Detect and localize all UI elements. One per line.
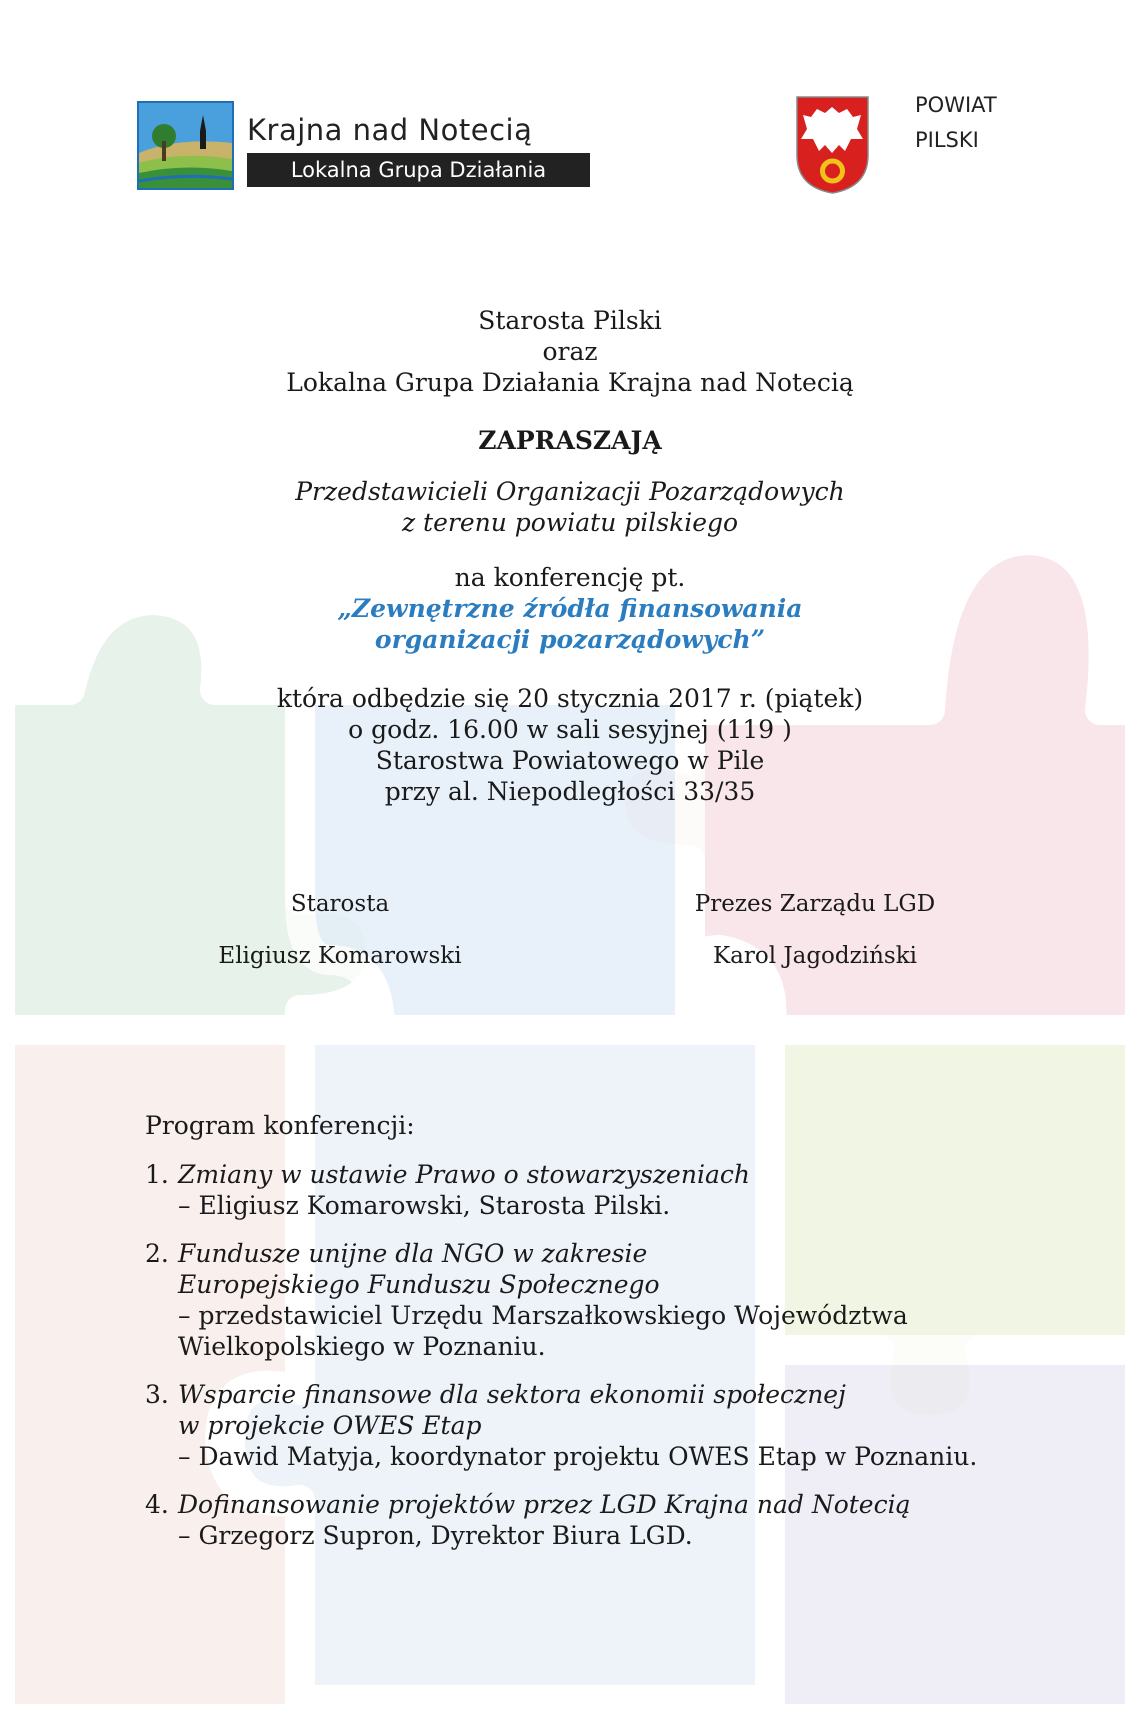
program-item-topic: Zmiany w ustawie Prawo o stowarzyszeniach bbox=[178, 1160, 750, 1189]
details-address: przy al. Niepodległości 33/35 bbox=[384, 777, 756, 806]
program-item-speaker: – Eligiusz Komarowski, Starosta Pilski. bbox=[178, 1191, 671, 1220]
signature-starosta bbox=[180, 889, 500, 993]
program-item-topic: Dofinansowanie projektów przez LGD Krajna nad Notecią bbox=[178, 1490, 911, 1519]
signature-left-name: Eligiusz Komarowski bbox=[218, 943, 462, 969]
program-section bbox=[145, 1110, 1065, 1568]
lgd-subtitle: Lokalna Grupa Działania bbox=[247, 153, 590, 187]
powiat-name: PILSKI bbox=[915, 128, 979, 152]
hosts-block bbox=[120, 305, 1020, 398]
program-item bbox=[145, 1379, 1065, 1472]
details-venue: Starostwa Powiatowego w Pile bbox=[375, 746, 765, 775]
details-date: która odbędzie się 20 stycznia 2017 r. (piątek) bbox=[276, 684, 864, 713]
conjunction: oraz bbox=[542, 337, 598, 366]
invite-verb: ZAPRASZAJĄ bbox=[478, 426, 662, 455]
program-item-topic: Europejskiego Funduszu Społecznego bbox=[178, 1270, 660, 1299]
program-item-speaker: – przedstawiciel Urzędu Marszałkowskiego Województwa bbox=[178, 1301, 908, 1330]
program-item-number: 1. bbox=[145, 1160, 169, 1189]
program-item-speaker: – Dawid Matyja, koordynator projektu OWES Etap w Poznaniu. bbox=[178, 1442, 978, 1471]
program-title: Program konferencji: bbox=[145, 1111, 415, 1140]
lgd-name: Krajna nad Notecią bbox=[247, 113, 533, 147]
powiat-logo bbox=[795, 92, 1025, 202]
conference-title-line-2: organizacji pozarządowych” bbox=[374, 625, 766, 654]
conference-intro: na konferencję pt. bbox=[454, 563, 686, 592]
program-item-topic: Fundusze unijne dla NGO w zakresie bbox=[178, 1239, 648, 1268]
program-item-number: 3. bbox=[145, 1380, 169, 1409]
program-item bbox=[145, 1159, 1065, 1221]
audience-line-1: Przedstawicieli Organizacji Pozarządowych bbox=[295, 477, 845, 506]
program-item-speaker: Wielkopolskiego w Poznaniu. bbox=[178, 1332, 546, 1361]
signature-left-role: Starosta bbox=[290, 891, 390, 917]
lgd-logo bbox=[137, 101, 592, 191]
invite-heading bbox=[120, 425, 1020, 456]
signature-right-role: Prezes Zarządu LGD bbox=[694, 891, 936, 917]
conference-title-line-1: „Zewnętrzne źródła finansowania bbox=[337, 594, 803, 623]
host-starosta: Starosta Pilski bbox=[478, 306, 662, 335]
program-item bbox=[145, 1489, 1065, 1551]
signature-prezes bbox=[660, 889, 970, 993]
eagle-crest-icon bbox=[795, 95, 870, 195]
landscape-emblem-icon bbox=[137, 101, 234, 190]
powiat-label: POWIAT bbox=[915, 93, 997, 117]
audience-line-2: z terenu powiatu pilskiego bbox=[401, 508, 739, 537]
audience-block bbox=[120, 476, 1020, 538]
host-lgd: Lokalna Grupa Działania Krajna nad Notecią bbox=[286, 368, 854, 397]
program-item-topic: Wsparcie finansowe dla sektora ekonomii społecznej bbox=[178, 1380, 846, 1409]
program-item-topic: w projekcie OWES Etap bbox=[178, 1411, 482, 1440]
details-block bbox=[120, 683, 1020, 807]
details-time-room: o godz. 16.00 w sali sesyjnej (119 ) bbox=[348, 715, 792, 744]
program-item-number: 4. bbox=[145, 1490, 169, 1519]
conference-block bbox=[120, 562, 1020, 655]
program-item-number: 2. bbox=[145, 1239, 169, 1268]
signature-right-name: Karol Jagodziński bbox=[712, 943, 917, 969]
program-item bbox=[145, 1238, 1065, 1362]
program-item-speaker: – Grzegorz Supron, Dyrektor Biura LGD. bbox=[178, 1521, 693, 1550]
